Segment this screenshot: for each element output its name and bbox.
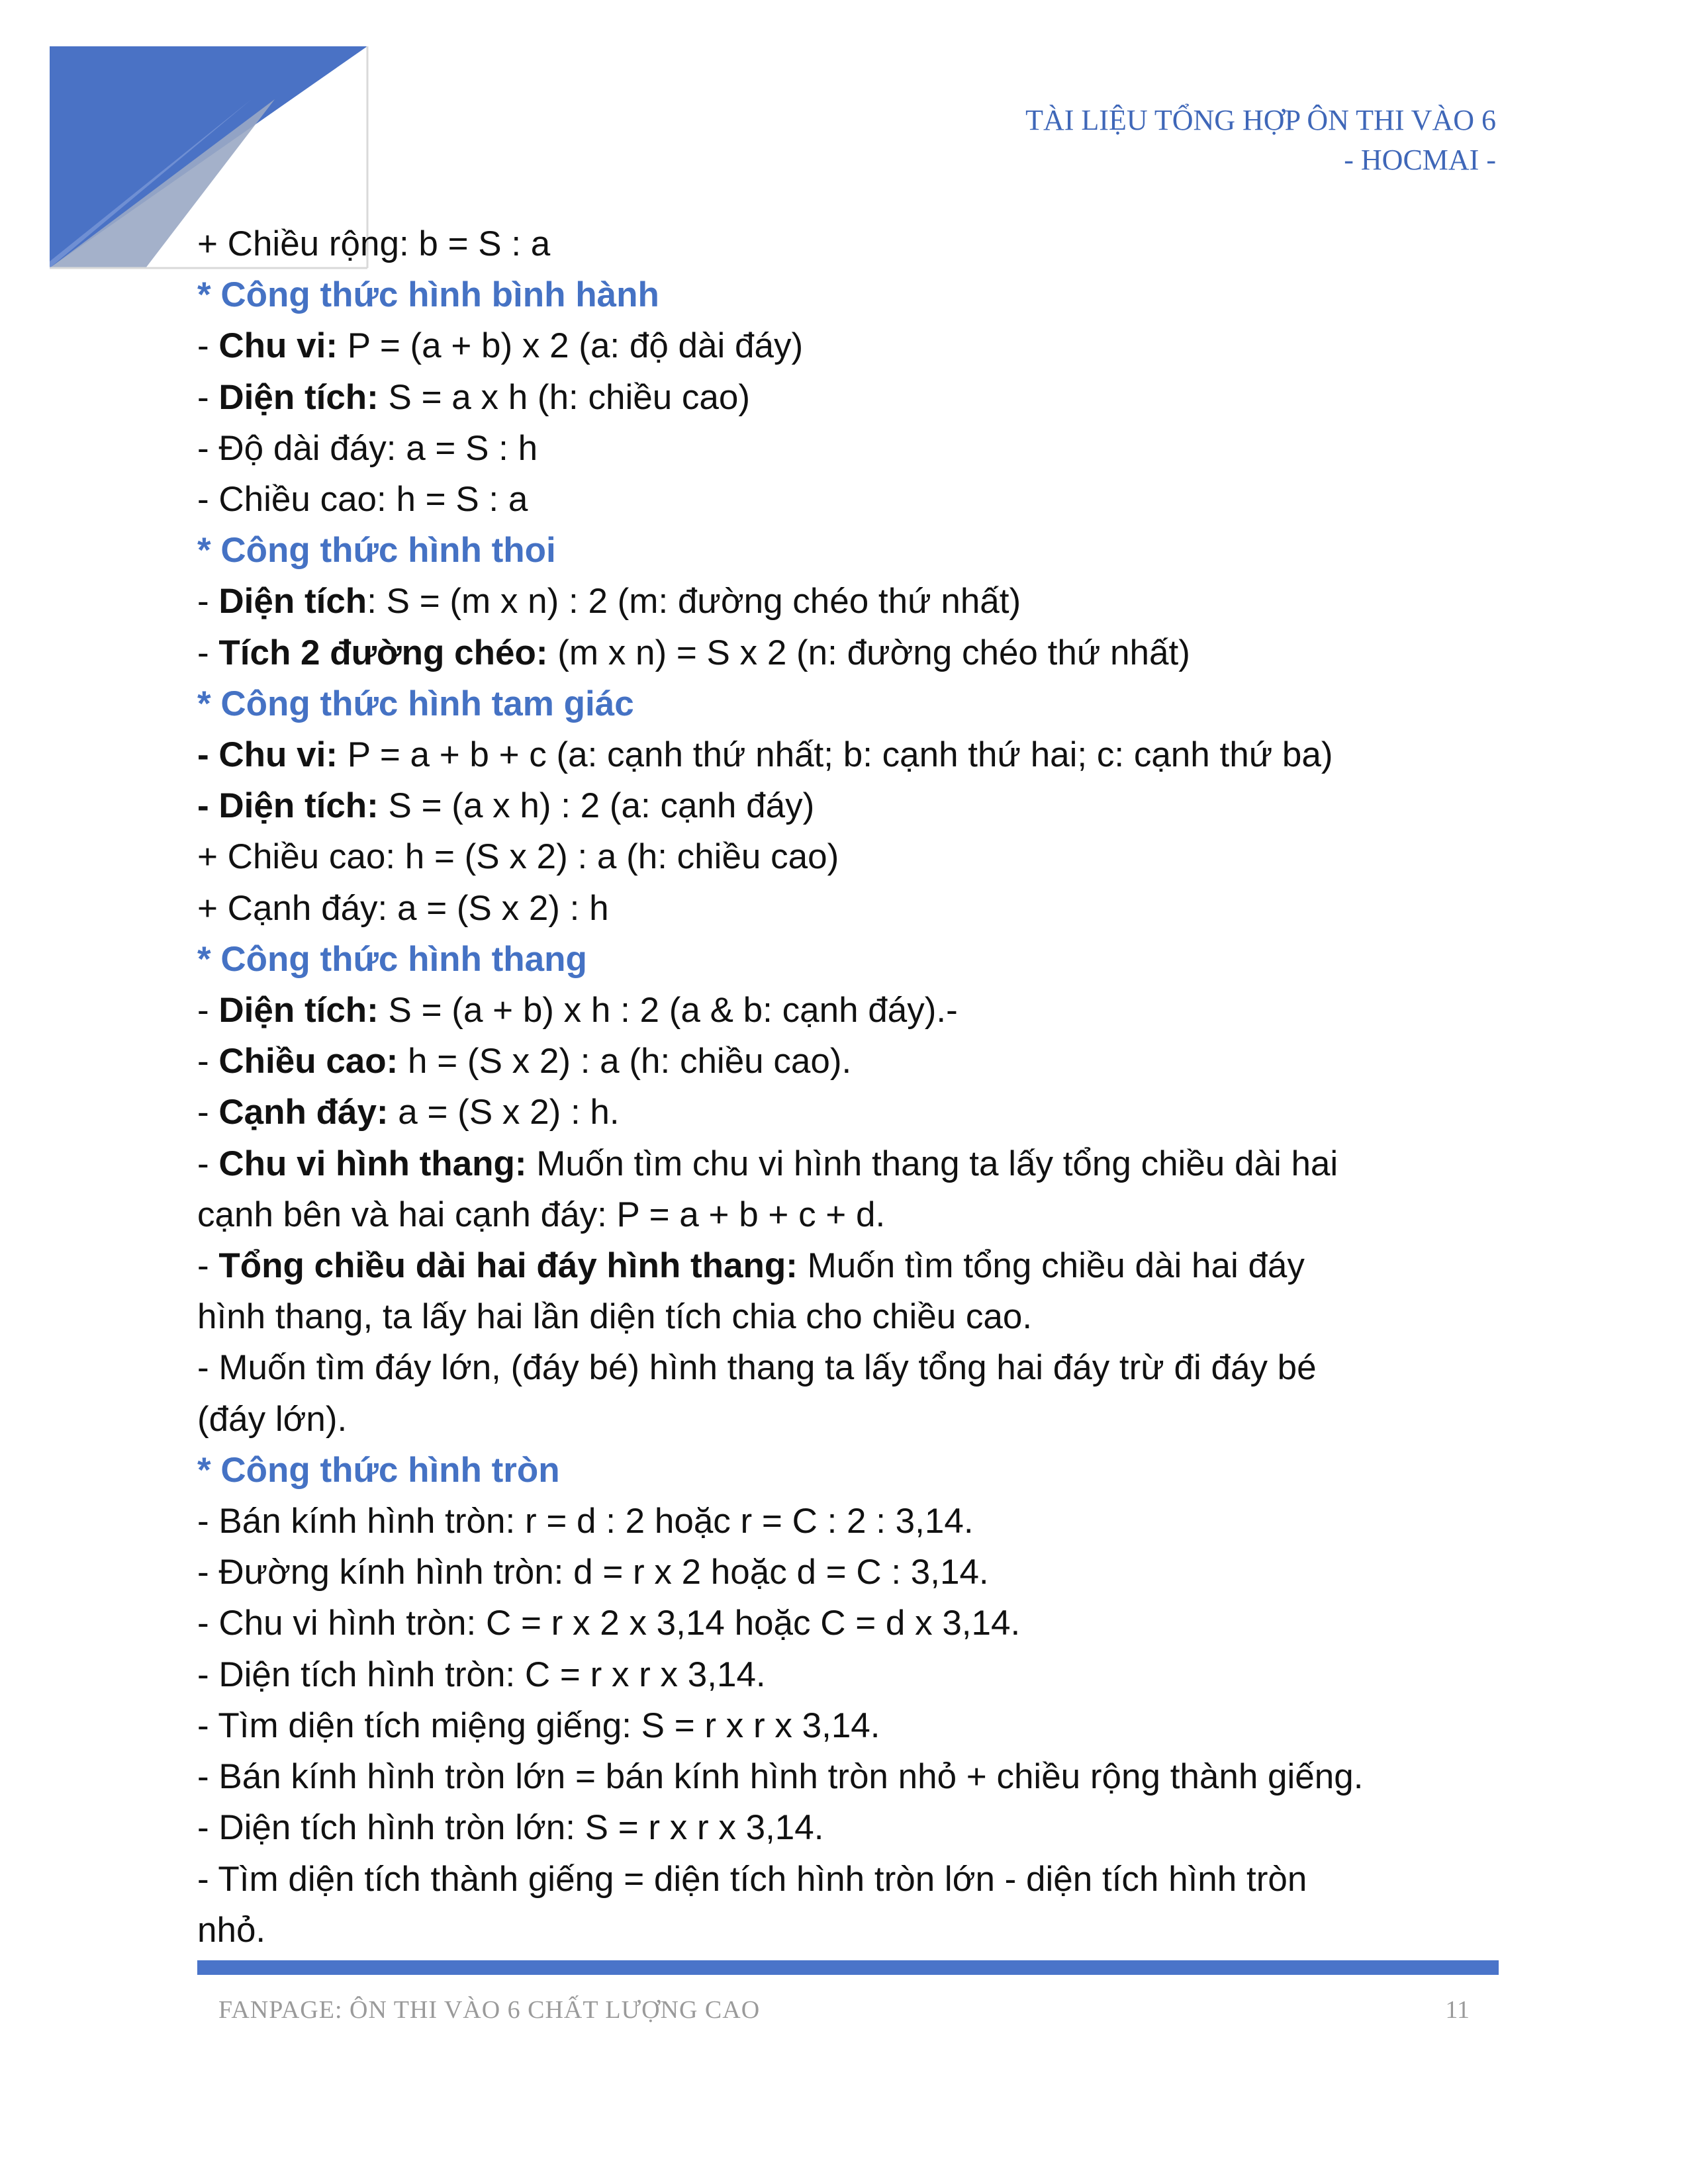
line-text: hình thang, ta lấy hai lần diện tích chia cho chiều cao. [197, 1297, 1033, 1337]
line-text: - Đường kính hình tròn: d = r x 2 hoặc d = C : 3,14. [197, 1553, 989, 1592]
line-text: - [197, 1093, 219, 1132]
bold-term: Diện tích: [218, 377, 379, 417]
header-subtitle: - HOCMAI - [1344, 144, 1496, 176]
text-line [197, 474, 1508, 525]
line-text: S = (a x h) : 2 (a: cạnh đáy) [378, 786, 815, 826]
section-heading: * Công thức hình thang [197, 939, 587, 979]
line-text: - [197, 1246, 219, 1286]
text-line [197, 1598, 1508, 1649]
section-heading: * Công thức hình tròn [197, 1450, 560, 1490]
line-text: - [197, 633, 219, 672]
line-text: - [197, 582, 219, 621]
line-text: - Bán kính hình tròn lớn = bán kính hình tròn nhỏ + chiều rộng thành giếng. [197, 1757, 1364, 1797]
text-line [197, 1905, 1508, 1956]
line-text: (m x n) = S x 2 (n: đường chéo thứ nhất) [547, 633, 1190, 672]
text-line [197, 1700, 1508, 1751]
bold-term: Tích 2 đường chéo: [218, 633, 548, 672]
text-line [197, 1394, 1508, 1445]
line-text: P = a + b + c (a: cạnh thứ nhất; b: cạnh thứ hai; c: cạnh thứ ba) [337, 735, 1333, 775]
footer-rule [197, 1960, 1499, 1975]
line-text: - Độ dài đáy: a = S : h [197, 428, 538, 468]
footer-fanpage: FANPAGE: ÔN THI VÀO 6 CHẤT LƯỢNG CAO [218, 1996, 761, 2024]
text-line [197, 576, 1508, 627]
line-text: + Cạnh đáy: a = (S x 2) : h [197, 888, 609, 928]
bold-term: Diện tích: [218, 991, 379, 1030]
text-line [197, 1291, 1508, 1342]
line-text: - Diện tích hình tròn lớn: S = r x r x 3,14. [197, 1808, 824, 1848]
line-text: + Chiều cao: h = (S x 2) : a (h: chiều cao) [197, 837, 839, 877]
text-line [197, 1036, 1508, 1087]
line-text: - [197, 326, 219, 366]
text-line [197, 780, 1508, 831]
line-text: - [197, 991, 219, 1030]
line-text: - Chu vi hình tròn: C = r x 2 x 3,14 hoặc C = d x 3,14. [197, 1604, 1021, 1643]
line-text: (đáy lớn). [197, 1399, 348, 1439]
text-line [197, 1496, 1508, 1547]
section-heading: * Công thức hình tam giác [197, 684, 634, 723]
text-line [197, 1547, 1508, 1598]
line-text: a = (S x 2) : h. [388, 1093, 620, 1132]
text-line [197, 1751, 1508, 1802]
line-text: - Chiều cao: h = S : a [197, 480, 528, 520]
line-text: - [197, 377, 219, 417]
bold-term: Chu vi: [218, 326, 338, 366]
bold-term: Tổng chiều dài hai đáy hình thang: [218, 1246, 798, 1286]
document-body [197, 218, 1508, 1956]
header-title: TÀI LIỆU TỔNG HỢP ÔN THI VÀO 6 [1025, 104, 1496, 136]
bold-term: - Diện tích: [197, 786, 379, 826]
line-text: - Diện tích hình tròn: C = r x r x 3,14. [197, 1655, 766, 1694]
line-text: - Muốn tìm đáy lớn, (đáy bé) hình thang ta lấy tổng hai đáy trừ đi đáy bé [197, 1348, 1317, 1388]
line-text: - [197, 1144, 219, 1183]
text-line [197, 1802, 1508, 1853]
text-line [197, 218, 1508, 269]
line-text: - [197, 1042, 219, 1081]
text-line [197, 1854, 1508, 1905]
text-line [197, 1138, 1508, 1189]
line-text: - Tìm diện tích thành giếng = diện tích hình tròn lớn - diện tích hình tròn [197, 1859, 1307, 1899]
line-text: nhỏ. [197, 1910, 266, 1950]
section-heading: * Công thức hình bình hành [197, 275, 659, 315]
text-line [197, 729, 1508, 780]
line-text: - Bán kính hình tròn: r = d : 2 hoặc r = C : 2 : 3,14. [197, 1502, 974, 1541]
line-text: + Chiều rộng: b = S : a [197, 224, 551, 263]
text-line [197, 372, 1508, 423]
page-header [1025, 101, 1496, 180]
text-line [197, 1087, 1508, 1138]
bold-term: Cạnh đáy: [218, 1093, 389, 1132]
text-line [197, 883, 1508, 934]
line-text: Muốn tìm chu vi hình thang ta lấy tổng chiều dài hai [526, 1144, 1338, 1183]
line-text: S = a x h (h: chiều cao) [378, 377, 751, 417]
text-line [197, 627, 1508, 678]
line-text: h = (S x 2) : a (h: chiều cao). [398, 1042, 852, 1081]
text-line [197, 320, 1508, 371]
text-line [197, 985, 1508, 1036]
bold-term: Chiều cao: [218, 1042, 399, 1081]
page-number: 11 [1445, 1996, 1470, 2024]
text-line [197, 423, 1508, 474]
bold-term: Chu vi hình thang: [218, 1144, 527, 1183]
text-line [197, 831, 1508, 882]
line-text: : S = (m x n) : 2 (m: đường chéo thứ nhất) [367, 582, 1021, 621]
bold-term: Diện tích [218, 582, 367, 621]
text-line [197, 1342, 1508, 1393]
section-heading: * Công thức hình thoi [197, 531, 556, 570]
line-text: cạnh bên và hai cạnh đáy: P = a + b + c + d. [197, 1195, 886, 1234]
line-text: P = (a + b) x 2 (a: độ dài đáy) [337, 326, 804, 366]
text-line [197, 1649, 1508, 1700]
line-text: - Tìm diện tích miệng giếng: S = r x r x 3,14. [197, 1706, 880, 1745]
line-text: S = (a + b) x h : 2 (a & b: cạnh đáy).- [378, 991, 958, 1030]
text-line [197, 1189, 1508, 1240]
bold-term: - Chu vi: [197, 735, 338, 775]
text-line [197, 1240, 1508, 1291]
line-text: Muốn tìm tổng chiều dài hai đáy [797, 1246, 1305, 1286]
